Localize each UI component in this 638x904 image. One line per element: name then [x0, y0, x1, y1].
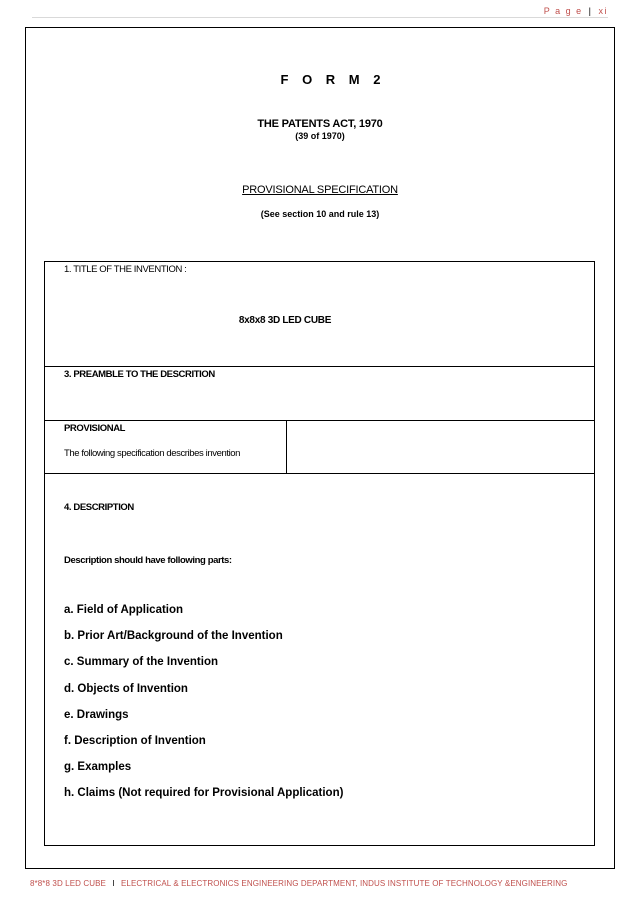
page-word: P a g e [543, 6, 583, 16]
list-item: a. Field of Application [64, 604, 184, 616]
invention-name: 8x8x8 3D LED CUBE [238, 315, 332, 326]
list-item: h. Claims (Not required for Provisional Application) [64, 787, 344, 800]
act-title: THE PATENTS ACT, 1970 [257, 118, 383, 130]
specification-title: PROVISIONAL SPECIFICATION [242, 184, 398, 196]
preamble-label: 3. PREAMBLE TO THE DESCRITION [64, 369, 215, 380]
description-label: 4. DESCRIPTION [64, 502, 134, 513]
footer-department: ELECTRICAL & ELECTRONICS ENGINEERING DEPARTMENT, INDUS INSTITUTE OF TECHNOLOGY &ENGINEERING [120, 879, 568, 888]
list-item: d. Objects of Invention [64, 682, 188, 695]
parts-intro: Description should have following parts: [64, 555, 232, 566]
page-number: xi [598, 6, 608, 16]
page-header [544, 6, 608, 16]
provisional-text: The following specification describes invention [64, 448, 241, 459]
specification-subtitle: (See section 10 and rule 13) [260, 209, 380, 219]
list-item: f. Description of Invention [64, 734, 206, 747]
column-divider [286, 420, 287, 473]
footer-project: 8*8*8 3D LED CUBE [30, 879, 106, 888]
title-label: 1. TITLE OF THE INVENTION : [64, 264, 187, 275]
row-divider-2 [44, 420, 595, 421]
header-rule [32, 17, 608, 18]
footer-separator: I [112, 879, 115, 888]
page-separator: | [588, 6, 593, 16]
row-divider-3 [44, 473, 595, 474]
form-title: F O R M 2 [280, 72, 386, 87]
row-divider-1 [44, 366, 595, 367]
list-item: b. Prior Art/Background of the Invention [64, 630, 283, 643]
list-item: e. Drawings [64, 708, 129, 721]
list-item: g. Examples [64, 761, 132, 774]
act-subtitle: (39 of 1970) [295, 131, 345, 141]
page-footer [30, 879, 610, 888]
provisional-label: PROVISIONAL [64, 423, 126, 434]
description-parts-list [64, 602, 343, 812]
list-item: c. Summary of the Invention [64, 656, 218, 669]
